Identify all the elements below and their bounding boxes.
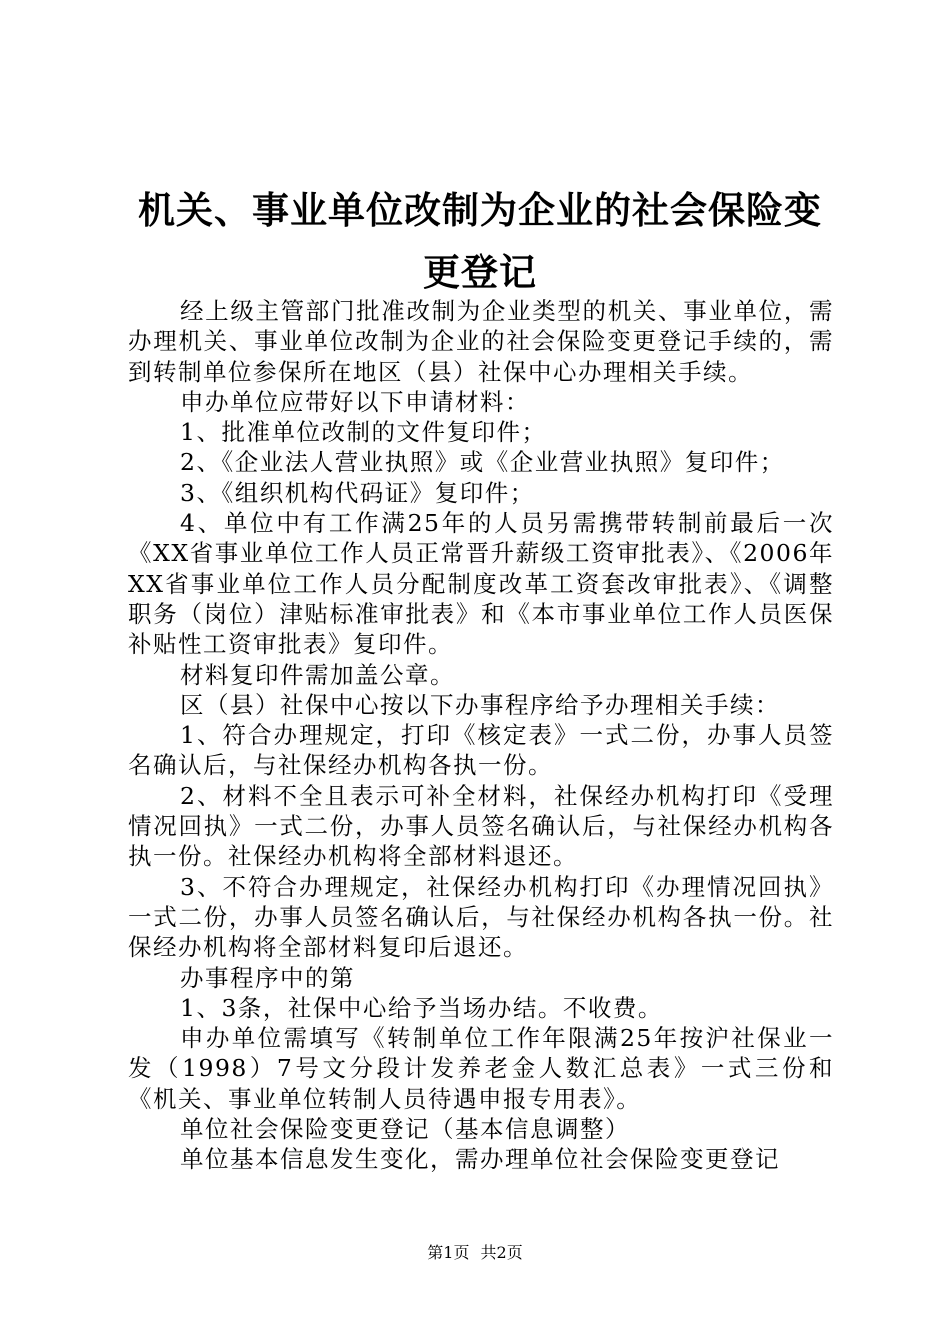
paragraph: 申办单位需填写《转制单位工作年限满25年按沪社保业一发（1998）7号文分段计发养老金人数汇总表》一式三份和《机关、事业单位转制人员待遇申报专用表》。 [128,1024,834,1113]
page-footer [0,1243,950,1263]
paragraph: 2、材料不全且表示可补全材料，社保经办机构打印《受理情况回执》一式二份，办事人员签名确认后，与社保经办机构各执一份。社保经办机构将全部材料退还。 [128,781,834,871]
paragraph: 1、3条，社保中心给予当场办结。不收费。 [180,993,663,1022]
paragraph: 办事程序中的第 [180,963,355,992]
paragraph: 3、不符合办理规定，社保经办机构打印《办理情况回执》一式二份，办事人员签名确认后，与社保经办机构各执一份。社保经办机构将全部材料复印后退还。 [128,872,834,962]
page-total: 共2页 [480,1243,523,1262]
paragraph: 3、《组织机构代码证》复印件； [180,478,535,507]
paragraph: 4、单位中有工作满25年的人员另需携带转制前最后一次《XX省事业单位工作人员正常晋升薪级工资审批表》、《2006年XX省事业单位工作人员分配制度改革工资套改审批表》、《调整职务（岗位）津贴标准审批表》和《本市事业单位工作人员医保补贴性工资审批表》复印件。 [128,509,834,659]
paragraph: 区（县）社保中心按以下办事程序给予办理相关手续： [180,690,780,719]
document-body [128,296,834,1175]
paragraph: 1、批准单位改制的文件复印件； [180,418,547,447]
document-title: 机关、事业单位改制为企业的社会保险变更登记 [138,189,822,294]
paragraph: 2、《企业法人营业执照》或《企业营业执照》复印件； [180,448,785,477]
paragraph: 单位基本信息发生变化，需办理单位社会保险变更登记 [180,1145,780,1174]
paragraph: 材料复印件需加盖公章。 [180,660,455,689]
paragraph: 经上级主管部门批准改制为企业类型的机关、事业单位，需办理机关、事业单位改制为企业的社会保险变更登记手续的，需到转制单位参保所在地区（县）社保中心办理相关手续。 [128,297,834,386]
paragraph: 申办单位应带好以下申请材料： [180,387,530,416]
paragraph: 1、符合办理规定，打印《核定表》一式二份，办事人员签名确认后，与社保经办机构各执一份。 [128,721,834,780]
page-number: 第1页 [427,1243,470,1262]
paragraph: 单位社会保险变更登记（基本信息调整） [180,1115,630,1144]
